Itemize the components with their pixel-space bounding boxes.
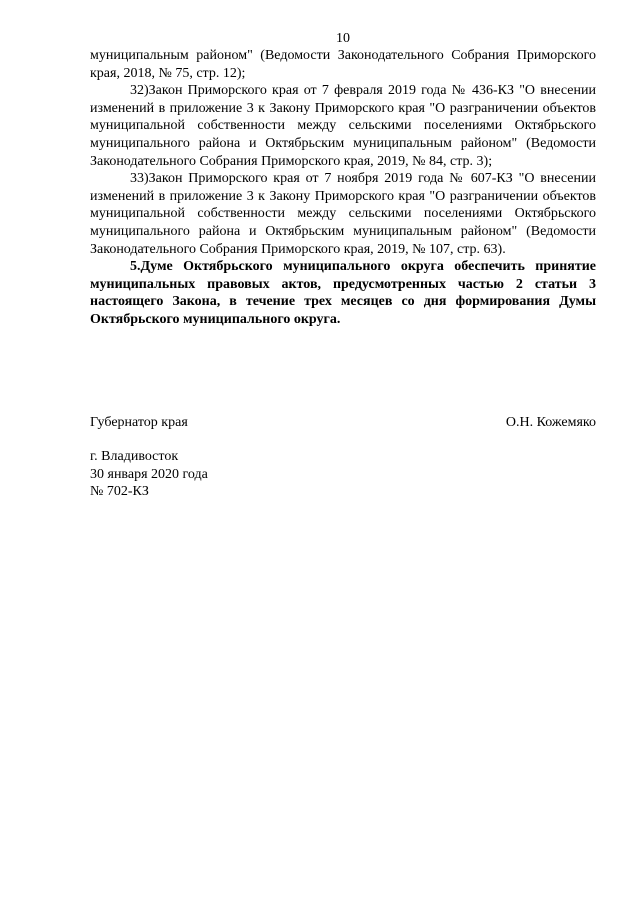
document-number: № 702-КЗ (90, 484, 149, 500)
document-page (90, 0, 596, 905)
paragraph-item-33: 33)Закон Приморского края от 7 ноября 2019 года № 607-КЗ "О внесении изменений в приложение 3 к Закону Приморского края "О разграничении объектов муниципальной собственности между сельскими поселениями Октябрьского муниципального района и Октябрьским муниципальным районом" (Ведомости Законодательного Собрания Приморского края, 2019, № 107, стр. 63). (90, 171, 596, 257)
place-date-block (90, 448, 596, 501)
signature-line (90, 414, 596, 432)
paragraph-continuation: муниципальным районом" (Ведомости Законодательного Собрания Приморского края, 2018, № 75, стр. 12); (90, 48, 596, 81)
place-city: г. Владивосток (90, 449, 179, 464)
signatory-title: Губернатор края (90, 415, 188, 430)
document-date: 30 января 2020 года (90, 466, 208, 482)
paragraph-item-32: 32)Закон Приморского края от 7 февраля 2019 года № 436-КЗ "О внесении изменений в приложение 3 к Закону Приморского края "О разграничении объектов муниципальной собственности между сельскими поселениями Октябрьского муниципального района и Октябрьским муниципальным районом" (Ведомости Законодательного Собрания Приморского края, 2019, № 84, стр. 3); (90, 83, 596, 169)
paragraph-item-5: 5.Думе Октябрьского муниципального округа обеспечить принятие муниципальных правовых актов, предусмотренных частью 2 статьи 3 настоящего Закона, в течение трех месяцев со дня формирования Думы Октябрьского муниципального округа. (90, 259, 596, 327)
page-number: 10 (336, 31, 350, 46)
document-body (90, 47, 596, 329)
signatory-name: О.Н. Кожемяко (505, 415, 596, 430)
